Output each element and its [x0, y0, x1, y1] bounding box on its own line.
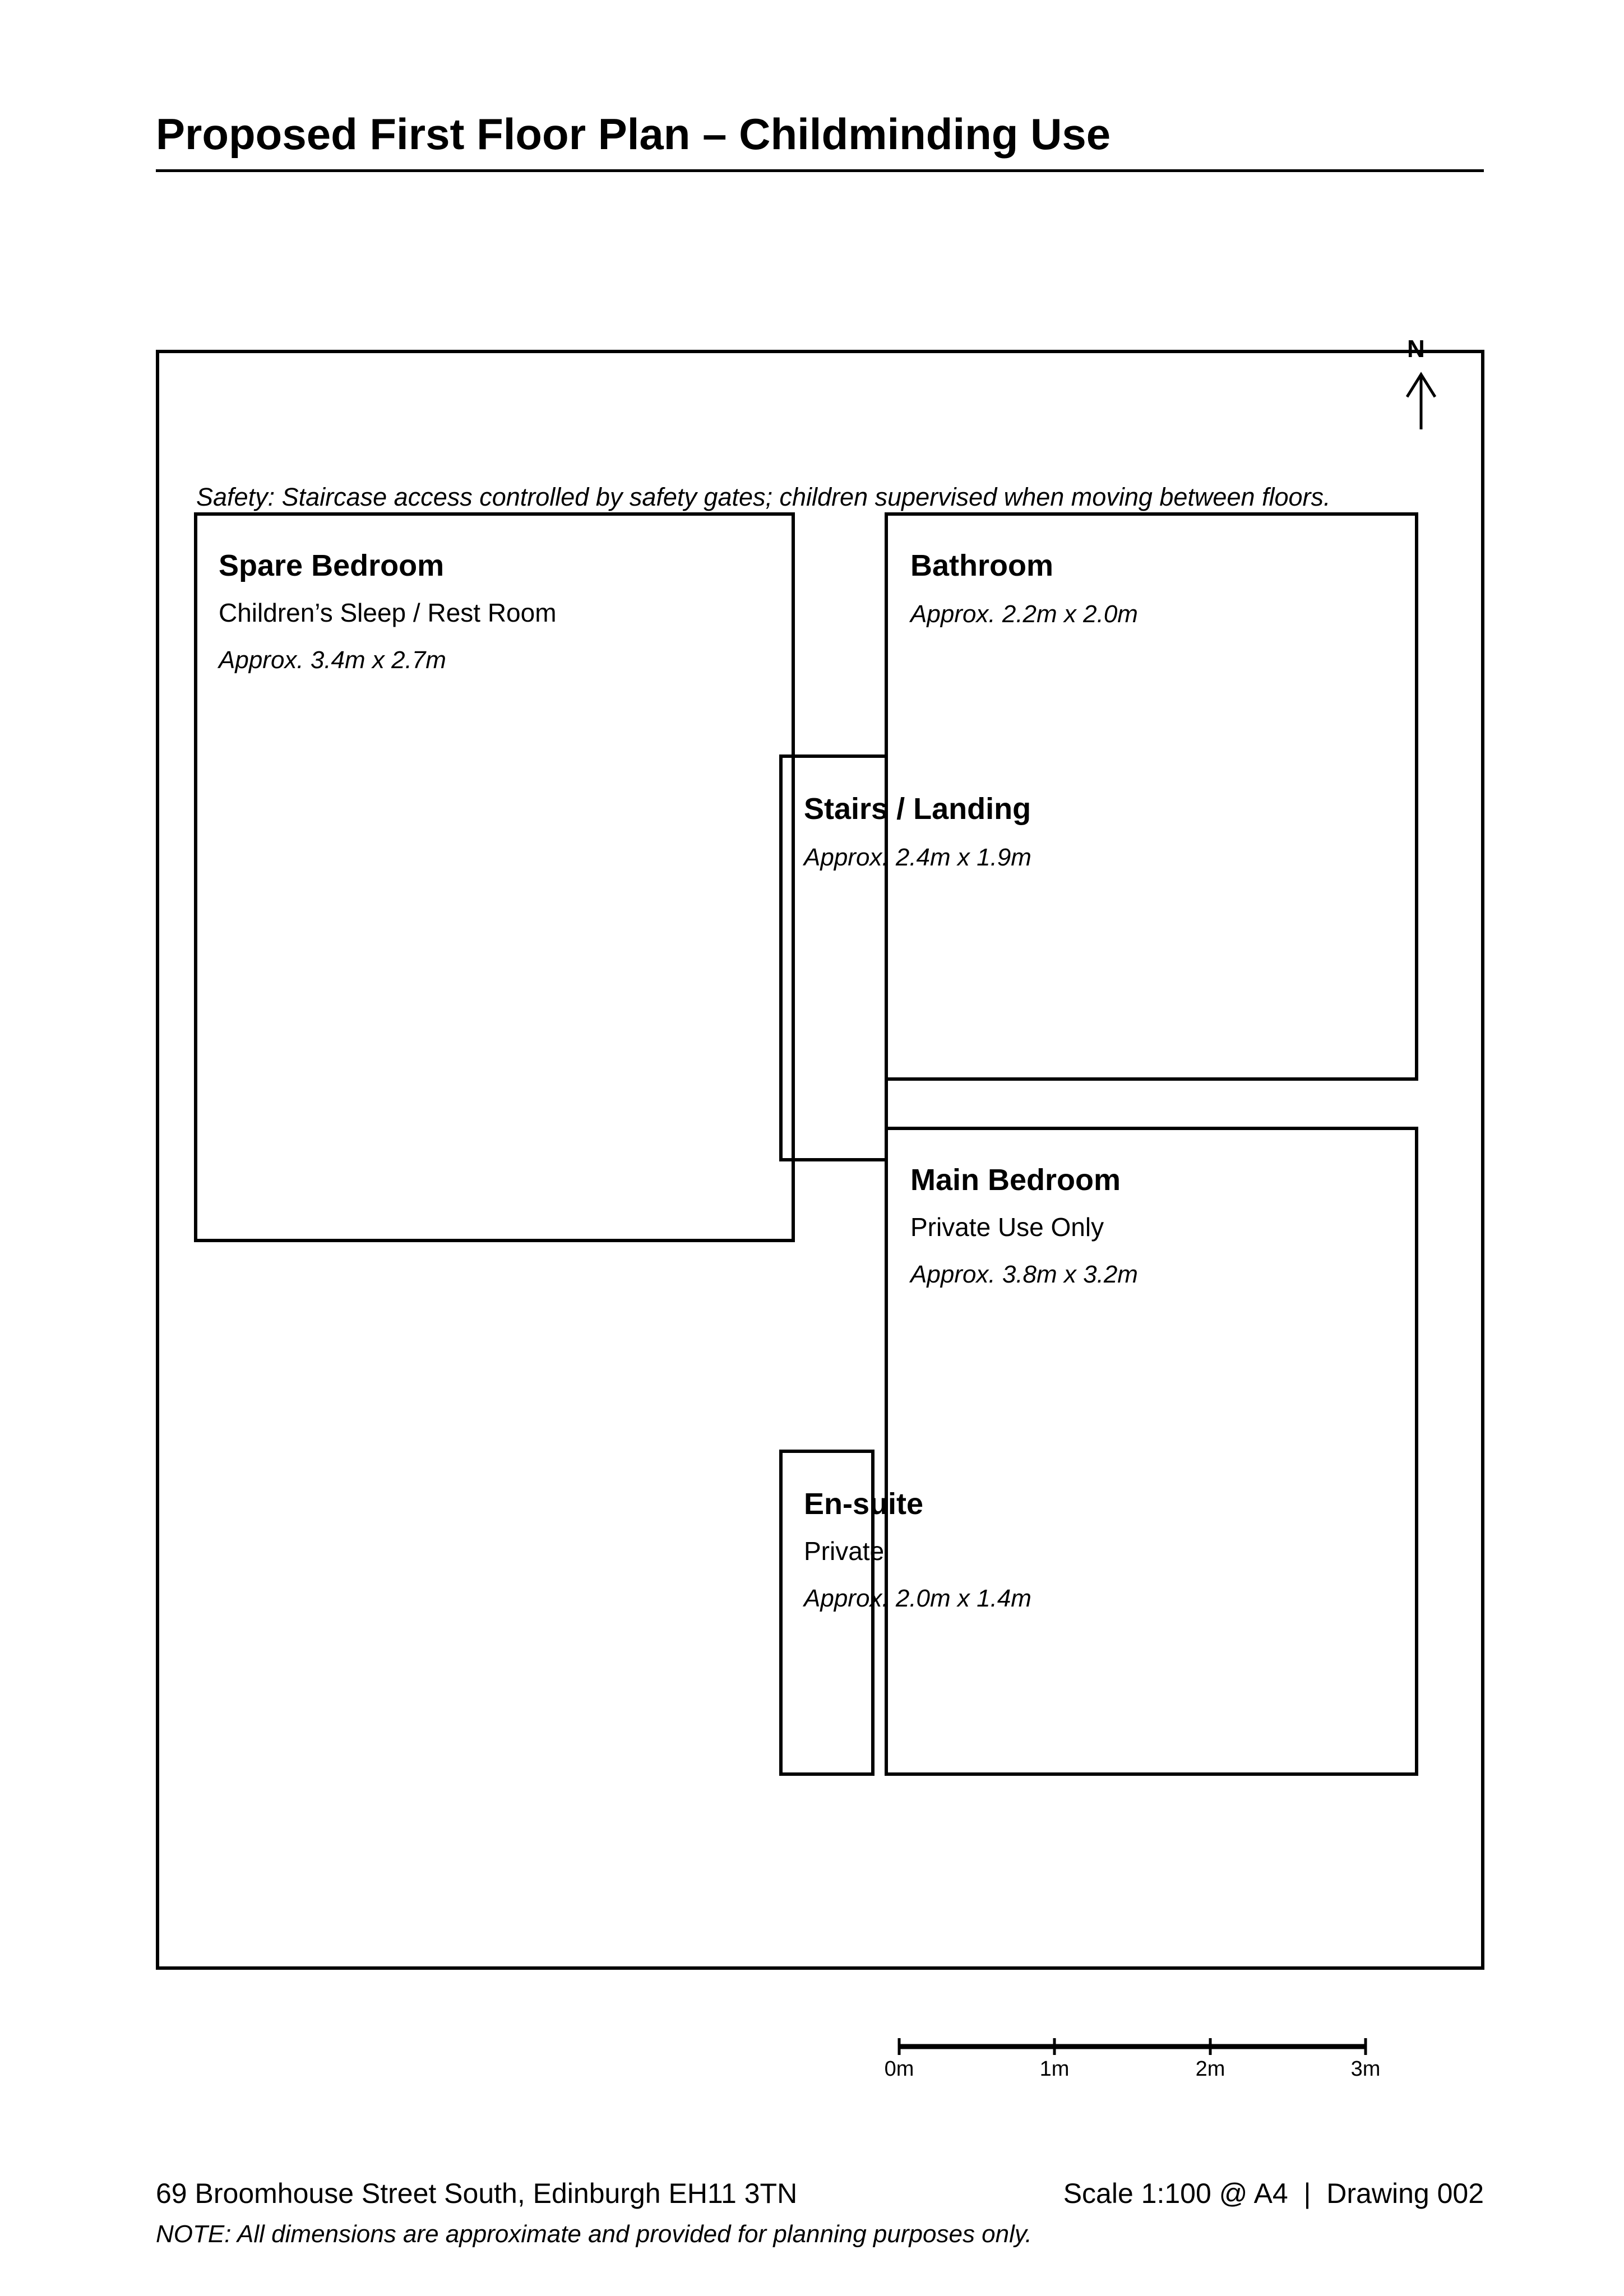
ensuite-use: Private: [804, 1536, 885, 1566]
stairs-name: Stairs / Landing: [804, 792, 1031, 826]
footer-scale: Scale 1:100 @ A4 | Drawing 002: [1063, 2178, 1484, 2209]
main-bedroom-name: Main Bedroom: [910, 1163, 1121, 1197]
page-title: Proposed First Floor Plan – Childminding Use: [156, 109, 1111, 159]
main-bedroom-use: Private Use Only: [910, 1212, 1104, 1242]
scale-tick-label: 3m: [1350, 2057, 1381, 2081]
scale-tick-label: 1m: [1039, 2057, 1070, 2081]
spare-bedroom-name: Spare Bedroom: [219, 549, 445, 582]
bathroom-size: Approx. 2.2m x 2.0m: [910, 600, 1138, 628]
bathroom-name: Bathroom: [910, 549, 1053, 582]
title-underline: [156, 169, 1484, 172]
scale-tick-label: 0m: [884, 2057, 914, 2081]
north-arrow-icon: [1401, 370, 1441, 432]
main-bedroom-size: Approx. 3.8m x 3.2m: [910, 1261, 1138, 1288]
spare-bedroom-size: Approx. 3.4m x 2.7m: [219, 646, 446, 674]
stairs-size: Approx. 2.4m x 1.9m: [804, 844, 1031, 871]
footer-note: NOTE: All dimensions are approximate and provided for planning purposes only.: [156, 2220, 1032, 2248]
safety-note: Safety: Staircase access controlled by safety gates; children supervised when moving between floors.: [196, 483, 1331, 511]
ensuite-name: En-suite: [804, 1487, 924, 1521]
north-label: N: [1407, 335, 1425, 363]
scale-bar: [891, 2033, 1373, 2061]
footer-address: 69 Broomhouse Street South, Edinburgh EH11 3TN: [156, 2178, 798, 2209]
spare-bedroom-use: Children’s Sleep / Rest Room: [219, 598, 557, 627]
scale-tick-label: 2m: [1195, 2057, 1225, 2081]
ensuite-size: Approx. 2.0m x 1.4m: [804, 1585, 1031, 1612]
